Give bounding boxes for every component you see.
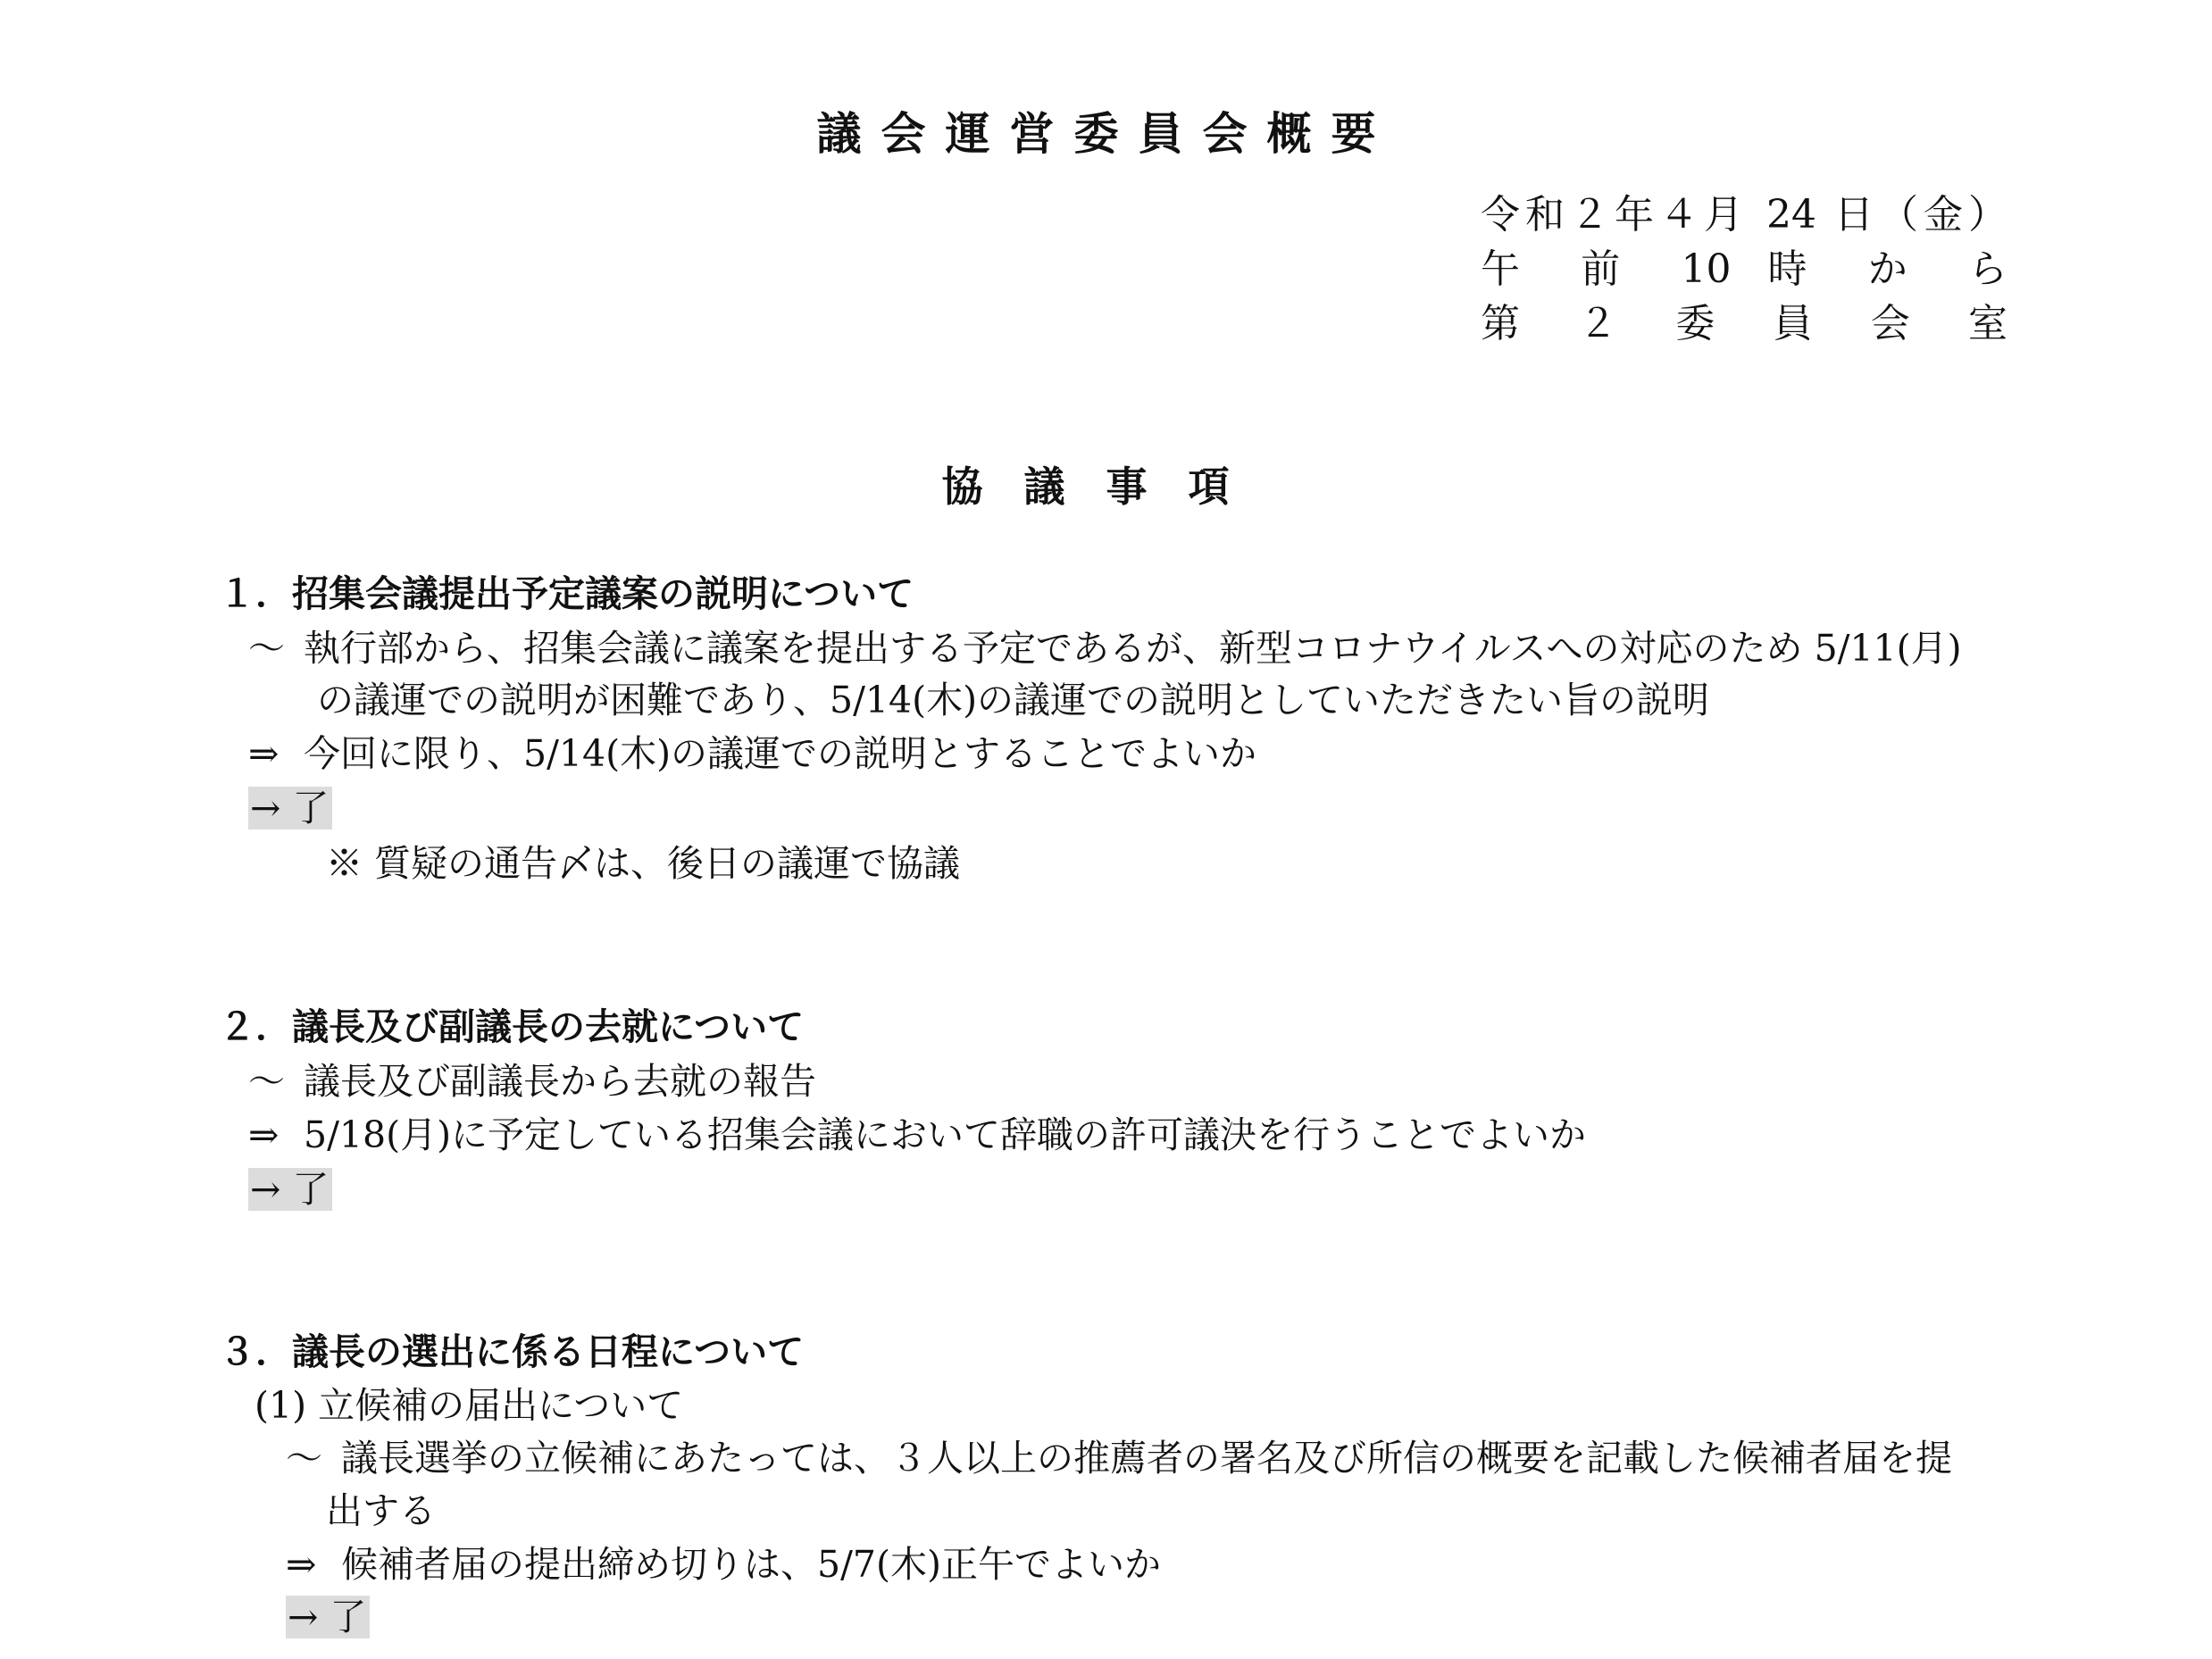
item-3-result [286,1591,370,1643]
item-2-explanation [248,1055,816,1107]
meeting-place: 第 ２ 委 員 会 室 [1481,301,2007,346]
item-2-title: ２．議長及び副議長の去就について [219,1005,805,1048]
item-2-explanation-text: 議長及び副議長から去就の報告 [304,1060,816,1103]
item-1-question-text: 今回に限り、5/14(木)の議運での説明とすることでよいか [304,732,1257,775]
section-heading: 協議事項 [941,463,1271,511]
item-1-explanation-line-2: の議運での説明が困難であり、5/14(木)の議運での説明としていただきたい旨の説明 [317,679,1710,721]
tilde-mark: ～ [248,1060,285,1103]
item-1-title: １．招集会議提出予定議案の説明について [219,572,914,615]
item-1-explanation [248,622,1962,674]
item-2-question-text: 5/18(月)に予定している招集会議において辞職の許可議決を行うことでよいか [304,1113,1587,1156]
implies-mark: ⇒ [248,1113,280,1156]
item-3-title: ３．議長の選出に係る日程について [219,1330,805,1373]
item-3-explanation-line-1: 議長選挙の立候補にあたっては、３人以上の推薦者の署名及び所信の概要を記載した候補者届を提 [341,1437,1952,1480]
item-3-question [286,1538,1161,1590]
item-2-result-text: → 了 [248,1168,332,1211]
implies-mark: ⇒ [248,732,280,775]
item-1-question [248,728,1256,779]
item-2-result [248,1163,332,1215]
item-3-result-text: → 了 [286,1596,370,1638]
tilde-mark: ～ [248,627,285,670]
tilde-mark: ～ [286,1437,322,1480]
item-3-explanation [286,1432,1952,1484]
item-1-result-text: → 了 [248,787,332,830]
item-3-explanation-line-2: 出する [326,1489,436,1532]
meeting-date: 令和２年４月 24 日（金） [1481,192,2007,238]
item-1-result [248,782,332,834]
meeting-time: 午 前 10 時 か ら [1481,246,2007,292]
document-title: 議会運営委員会概要 [816,108,1396,160]
meeting-info [1481,188,2007,351]
item-3-question-text: 候補者届の提出締め切りは、5/7(木)正午でよいか [341,1543,1161,1586]
item-2-question [248,1109,1586,1161]
item-1-explanation-line-1: 執行部から、招集会議に議案を提出する予定であるが、新型コロナウイルスへの対応のため 5/11(月) [304,627,1962,670]
item-1-note: ※ 質疑の通告〆は、後日の議運で協議 [326,842,961,885]
item-3-subtitle: (1) 立候補の届出について [255,1384,684,1427]
implies-mark: ⇒ [286,1543,317,1586]
